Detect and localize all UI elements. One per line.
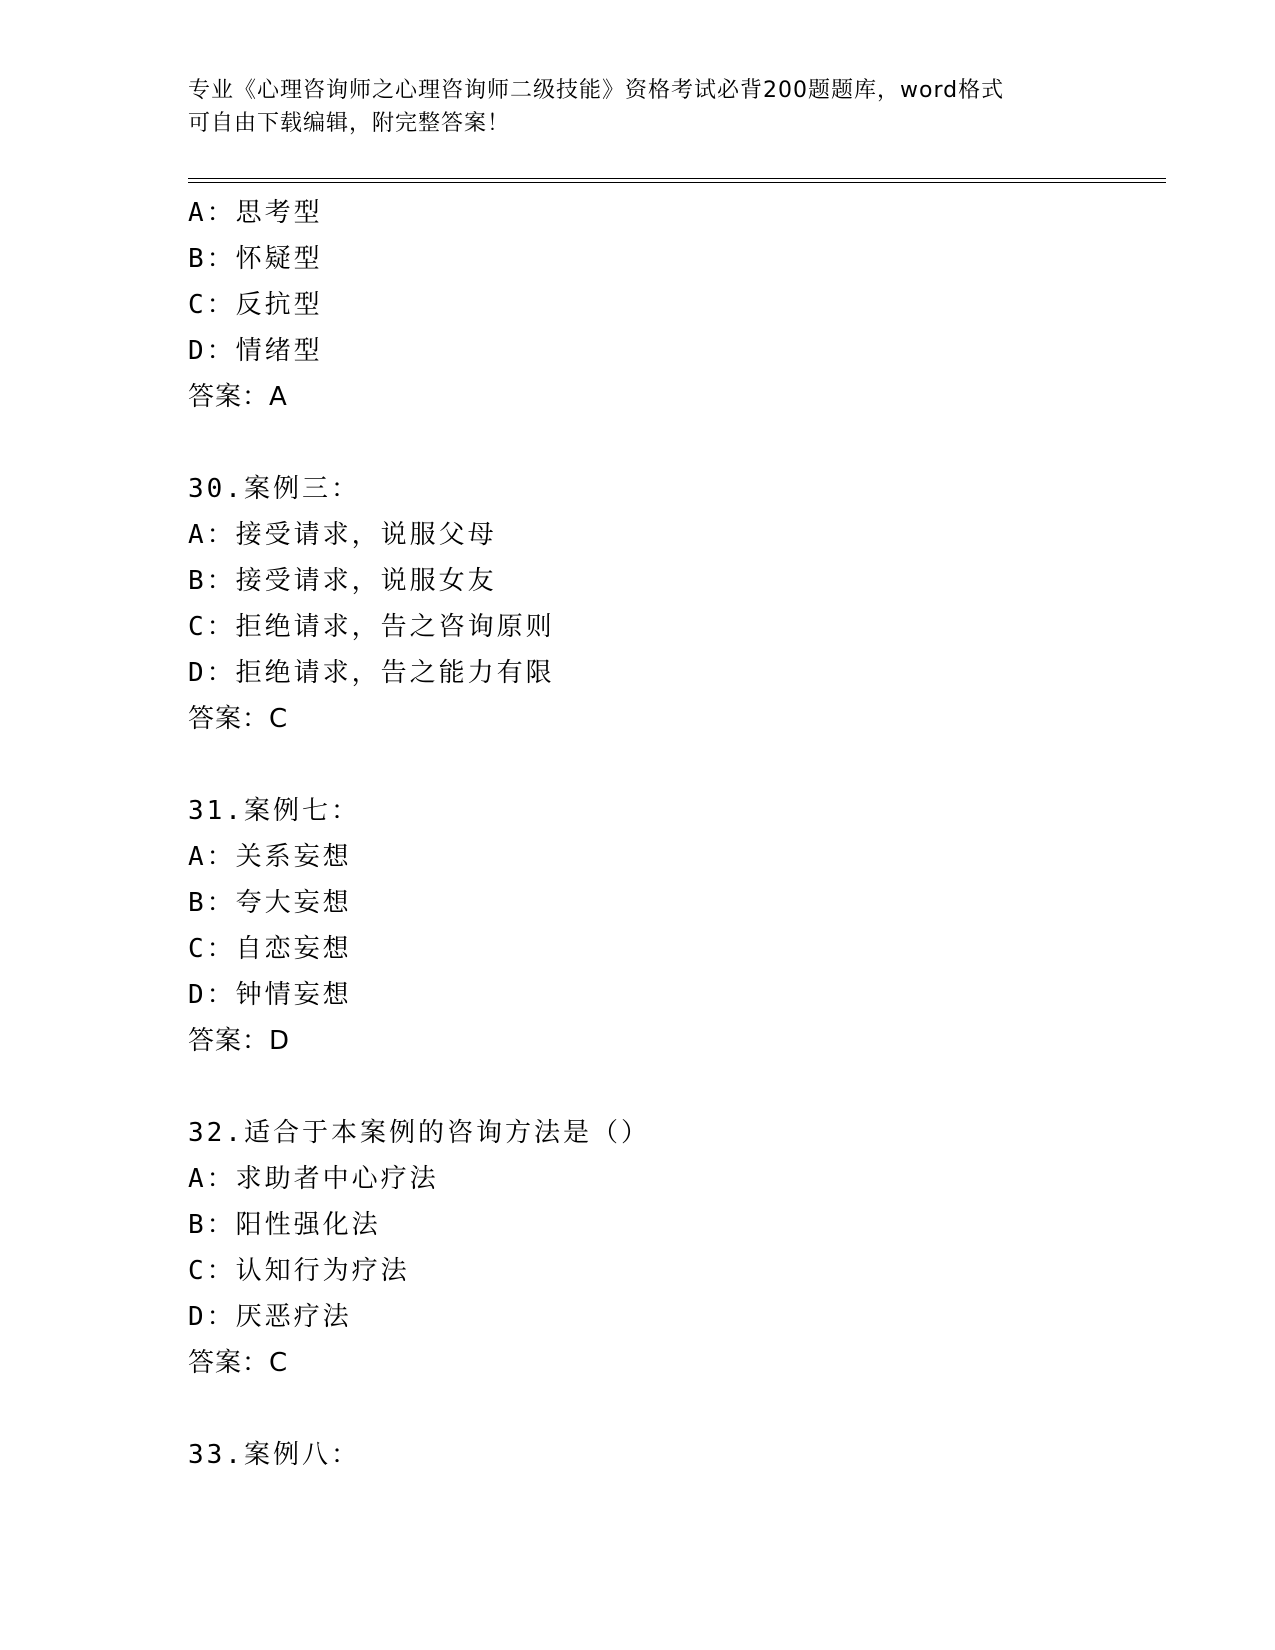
question-block (188, 466, 1166, 742)
option-c: C：认知行为疗法 (188, 1256, 410, 1286)
option-a: A：关系妄想 (188, 842, 352, 872)
option-c: C：拒绝请求，告之咨询原则 (188, 612, 555, 642)
question-block (188, 788, 1166, 1064)
answer-line: 答案：A (188, 382, 288, 412)
question-list (188, 190, 1166, 1478)
question-title: 33.案例八： (188, 1440, 360, 1470)
option-a: A：接受请求，说服父母 (188, 520, 497, 550)
option-b: B：阳性强化法 (188, 1210, 381, 1240)
option-c: C：反抗型 (188, 290, 323, 320)
question-block (188, 190, 1166, 420)
option-d: D：情绪型 (188, 336, 323, 366)
question-title: 31.案例七： (188, 796, 360, 826)
header-line-1: 专业《心理咨询师之心理咨询师二级技能》资格考试必背200题题库，word格式 (188, 78, 1005, 103)
option-b: B：接受请求，说服女友 (188, 566, 497, 596)
answer-line: 答案：D (188, 1026, 291, 1056)
answer-line: 答案：C (188, 704, 289, 734)
question-block (188, 1432, 1166, 1478)
option-d: D：钟情妄想 (188, 980, 352, 1010)
option-d: D：拒绝请求，告之能力有限 (188, 658, 555, 688)
header-line-2: 可自由下载编辑，附完整答案！ (188, 111, 511, 136)
answer-line: 答案：C (188, 1348, 289, 1378)
question-title: 30.案例三： (188, 474, 360, 504)
option-b: B：夸大妄想 (188, 888, 352, 918)
question-title: 32.适合于本案例的咨询方法是（） (188, 1118, 650, 1148)
option-a: A：思考型 (188, 198, 323, 228)
option-c: C：自恋妄想 (188, 934, 352, 964)
option-b: B：怀疑型 (188, 244, 323, 274)
question-block (188, 1110, 1166, 1386)
document-header (188, 74, 1088, 140)
option-d: D：厌恶疗法 (188, 1302, 352, 1332)
option-a: A：求助者中心疗法 (188, 1164, 439, 1194)
header-double-rule (188, 178, 1166, 183)
